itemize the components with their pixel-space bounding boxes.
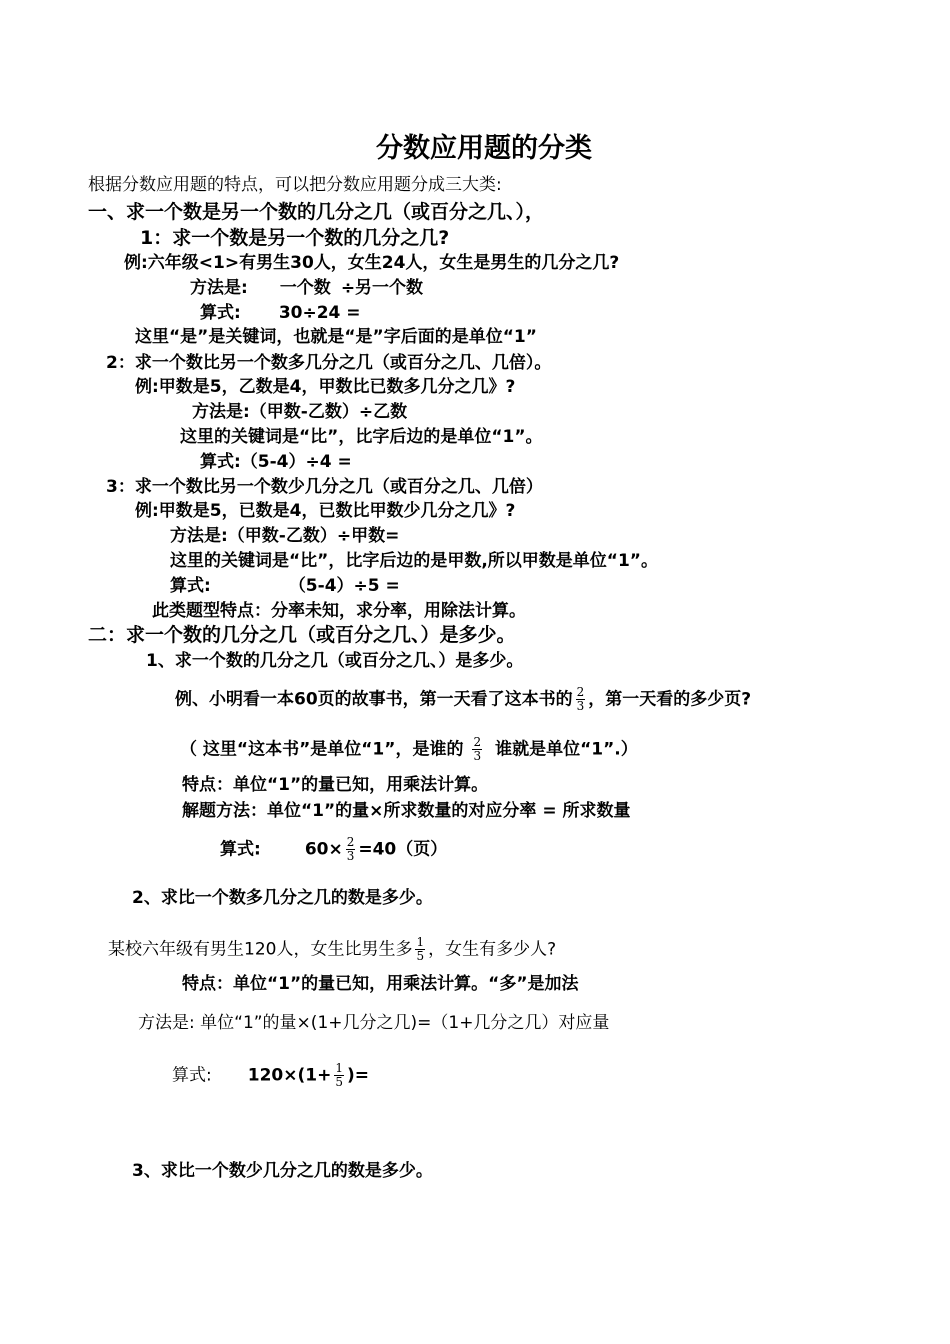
- note-text-a: （ 这里“这本书”是单位“1”，是谁的: [180, 739, 464, 760]
- fraction-denominator: 3: [346, 849, 355, 863]
- example-text-a: 某校六年级有男生120人，女生比男生多: [108, 939, 413, 960]
- formula-label: 算式:: [220, 839, 261, 860]
- section-1-2-heading: 2：求一个数比另一个数多几分之几（或百分之几、几倍）。: [106, 353, 552, 373]
- section-2-2-heading: 2、求比一个数多几分之几的数是多少。: [132, 888, 433, 908]
- formula-text: （5-4）÷5 =: [288, 576, 400, 596]
- method-label: 方法是:: [190, 278, 248, 298]
- section-2-1-heading: 1、求一个数的几分之几（或百分之几、）是多少。: [146, 651, 524, 671]
- formula-label: 算式:: [170, 576, 211, 596]
- section-2-1-note: [180, 736, 638, 763]
- fraction-numerator: 2: [346, 835, 355, 849]
- example-text-b: ，第一天看的多少页?: [588, 689, 752, 710]
- formula-text-a: 60×: [304, 839, 343, 860]
- section-2-2-feature: 特点：单位“1”的量已知，用乘法计算。“多”是加法: [182, 974, 579, 994]
- section-1-3-example: 例:甲数是5，已数是4，已数比甲数少几分之几》?: [135, 501, 516, 521]
- section-2-3-heading: 3、求比一个数少几分之几的数是多少。: [132, 1161, 433, 1181]
- method-part-b: ÷另一个数: [340, 278, 424, 298]
- section-1-2-formula: 算式:（5-4）÷4 =: [200, 452, 352, 472]
- section-1-3-heading: 3：求一个数比另一个数少几分之几（或百分之几、几倍）: [106, 477, 543, 497]
- section-2-1-example: [175, 686, 751, 713]
- example-text-b: ，女生有多少人?: [428, 939, 557, 960]
- fraction-denominator: 3: [576, 699, 585, 713]
- fraction-denominator: 3: [473, 749, 482, 763]
- section-1-1-formula: [200, 302, 361, 324]
- fraction-numerator: 2: [576, 685, 585, 699]
- section-1-2-note: 这里的关键词是“比”，比字后边的是单位“1”。: [180, 427, 543, 447]
- formula-label: 算式:: [172, 1065, 212, 1086]
- section-2-1-feature: 特点：单位“1”的量已知，用乘法计算。: [182, 775, 489, 795]
- fraction-two-thirds: [576, 686, 586, 713]
- section-1-3-note: 这里的关键词是“比”，比字后边的是甲数,所以甲数是单位“1”。: [170, 551, 658, 571]
- page-title: 分数应用题的分类: [376, 133, 592, 164]
- section-1-1-example: 例:六年级<1>有男生30人，女生24人，女生是男生的几分之几?: [124, 253, 620, 273]
- formula-text: 30÷24 =: [278, 303, 361, 323]
- section-1-3-method: 方法是:（甲数-乙数）÷甲数=: [170, 526, 400, 546]
- formula-text-b: =40（页）: [358, 839, 448, 860]
- fraction-two-thirds: [346, 836, 356, 863]
- section-2-heading: 二：求一个数的几分之几（或百分之几、）是多少。: [88, 624, 516, 646]
- fraction-numerator: 2: [473, 735, 482, 749]
- fraction-one-fifth: [415, 936, 425, 963]
- section-1-2-method: 方法是:（甲数-乙数）÷乙数: [192, 402, 408, 422]
- section-1-1-note: 这里“是”是关键词，也就是“是”字后面的是单位“1”: [135, 327, 537, 347]
- method-part-a: 一个数: [279, 278, 331, 298]
- section-2-2-example: [108, 936, 556, 963]
- fraction-numerator: 1: [335, 1061, 343, 1075]
- fraction-numerator: 1: [416, 935, 425, 949]
- section-1-summary: 此类题型特点：分率未知，求分率，用除法计算。: [152, 601, 526, 621]
- note-text-b: 谁就是单位“1”.）: [495, 739, 638, 760]
- formula-text-a: 120×(1+: [247, 1065, 332, 1086]
- section-1-heading: 一、求一个数是另一个数的几分之几（或百分之几、），: [88, 201, 545, 223]
- section-1-2-example: 例:甲数是5，乙数是4，甲数比已数多几分之几》?: [135, 377, 516, 397]
- section-1-3-formula: [170, 575, 400, 597]
- section-2-1-method: 解题方法：单位“1”的量×所求数量的对应分率 = 所求数量: [182, 801, 631, 821]
- intro-text: 根据分数应用题的特点，可以把分数应用题分成三大类:: [88, 175, 502, 195]
- section-1-1-method: [190, 277, 423, 299]
- fraction-two-thirds: [472, 736, 482, 763]
- section-2-1-formula: [220, 836, 447, 863]
- fraction-denominator: 5: [335, 1075, 343, 1089]
- example-text-a: 例、小明看一本60页的故事书，第一天看了这本书的: [175, 689, 573, 710]
- fraction-one-fifth: [334, 1062, 344, 1089]
- section-2-2-method: 方法是: 单位“1”的量×(1+几分之几)=（1+几分之几）对应量: [138, 1013, 610, 1033]
- fraction-denominator: 5: [416, 949, 425, 963]
- formula-text-b: )=: [346, 1065, 369, 1086]
- formula-label: 算式:: [200, 303, 241, 323]
- section-1-1-heading: 1：求一个数是另一个数的几分之几?: [140, 227, 450, 249]
- section-2-2-formula: [172, 1062, 369, 1089]
